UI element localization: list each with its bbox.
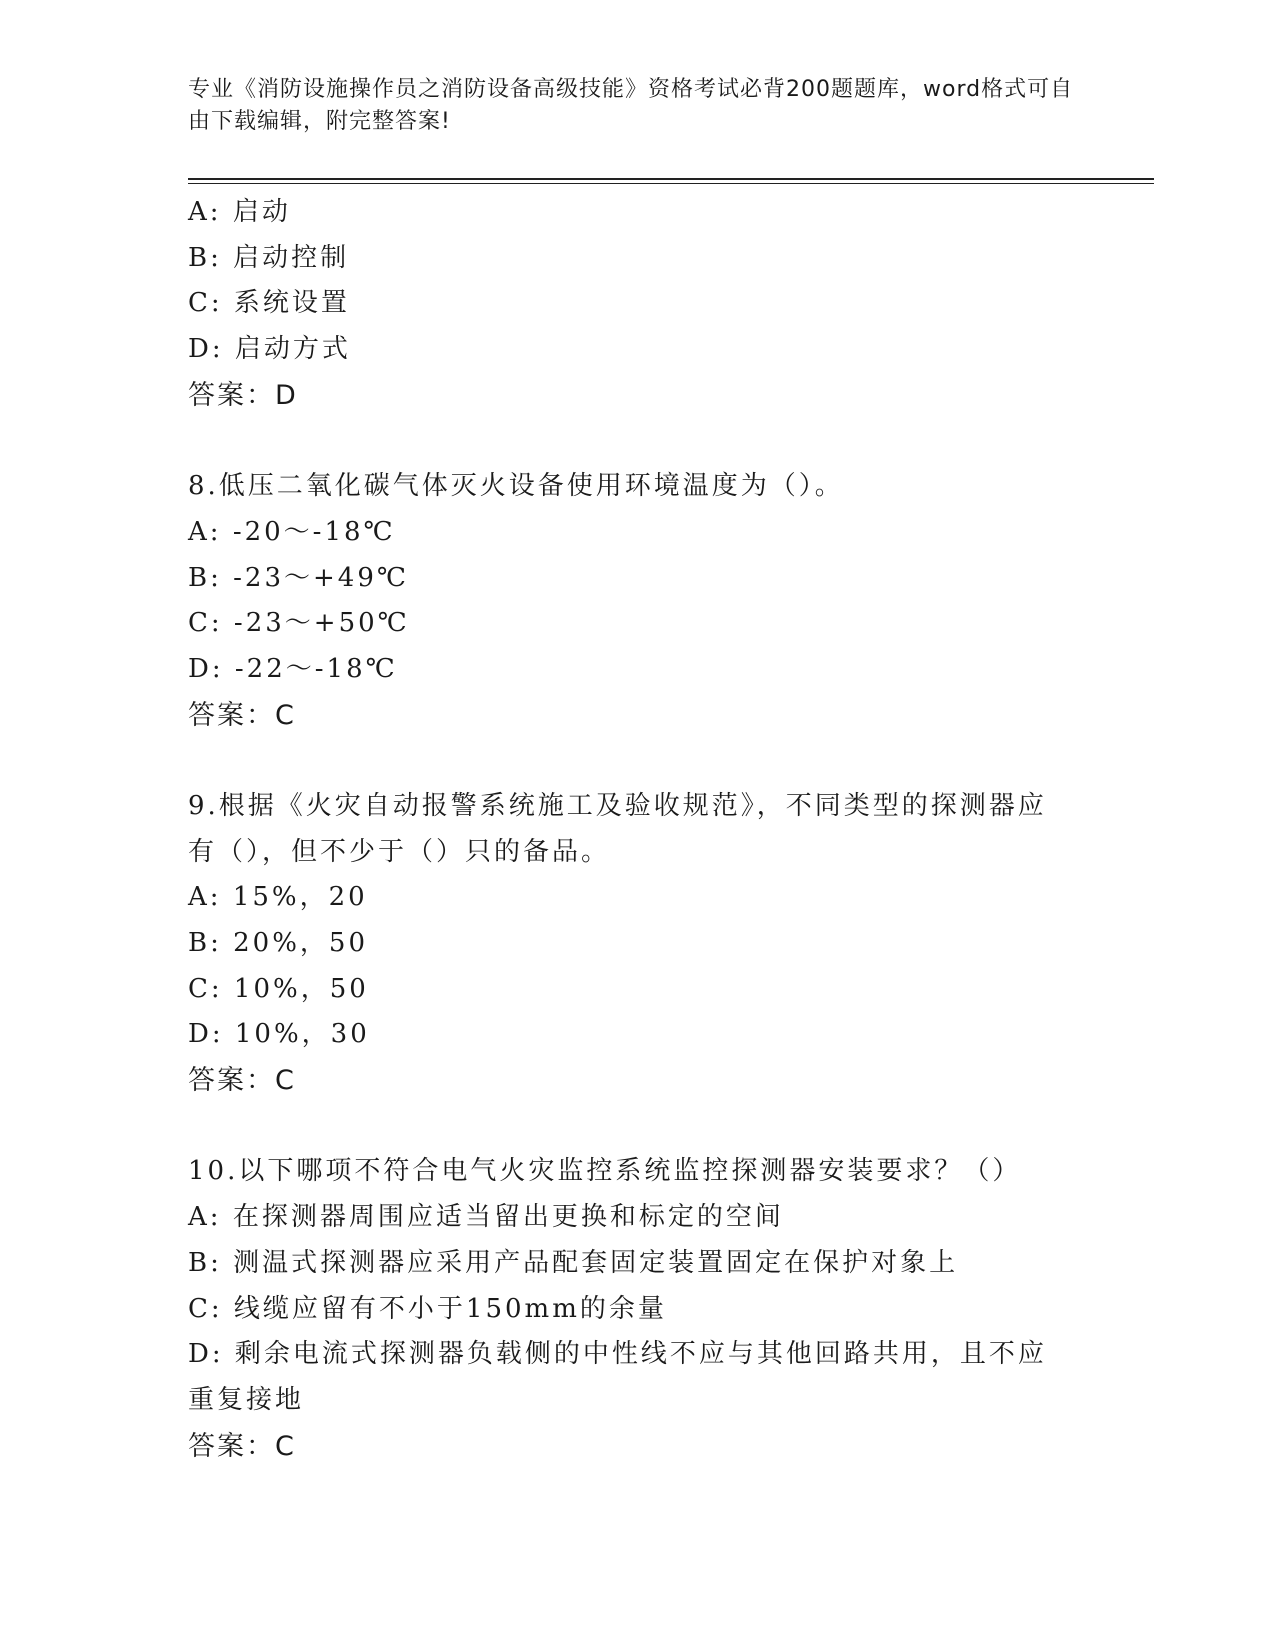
option-b: B: 测温式探测器应采用产品配套固定装置固定在保护对象上 — [188, 1247, 959, 1278]
option-a: A: -20～-18℃ — [188, 516, 396, 547]
question-stem: 9.根据《火灾自动报警系统施工及验收规范》，不同类型的探测器应有（），但不少于（）只的备品。 — [188, 790, 1047, 867]
option-d: D: 剩余电流式探测器负载侧的中性线不应与其他回路共用，且不应重复接地 — [188, 1339, 1047, 1415]
answer-line: 答案：D — [188, 379, 298, 411]
spacer — [188, 418, 1088, 464]
option-b: B: 20%，50 — [188, 928, 369, 959]
spacer — [188, 1104, 1088, 1150]
header-divider — [188, 178, 1154, 184]
option-c: C: 系统设置 — [188, 288, 350, 319]
answer-line: 答案：C — [188, 699, 296, 731]
answer-line: 答案：C — [188, 1065, 296, 1097]
document-header-intro: 专业《消防设施操作员之消防设备高级技能》资格考试必背200题题库，word格式可自由下载编辑，附完整答案! — [188, 77, 1074, 134]
option-d: D: 启动方式 — [188, 334, 351, 365]
answer-line: 答案：C — [188, 1430, 296, 1462]
question-stem: 8.低压二氧化碳气体灭火设备使用环境温度为（）。 — [188, 471, 844, 502]
question-8 — [188, 464, 1088, 738]
option-a: A: 在探测器周围应适当留出更换和标定的空间 — [188, 1202, 784, 1233]
option-d: D: 10%，30 — [188, 1019, 370, 1050]
option-c: C: -23～+50℃ — [188, 608, 410, 639]
question-list — [188, 190, 1088, 1469]
option-b: B: 启动控制 — [188, 242, 350, 273]
option-a: A: 启动 — [188, 197, 291, 227]
option-d: D: -22～-18℃ — [188, 653, 398, 684]
option-c: C: 线缆应留有不小于150mm的余量 — [188, 1293, 667, 1324]
option-c: C: 10%，50 — [188, 973, 369, 1004]
question-stem: 10.以下哪项不符合电气火灾监控系统监控探测器安装要求？（） — [188, 1156, 1022, 1187]
question-7-continued — [188, 190, 1088, 418]
question-9 — [188, 784, 1088, 1104]
question-10 — [188, 1149, 1088, 1469]
spacer — [188, 738, 1088, 784]
option-b: B: -23～+49℃ — [188, 562, 409, 593]
option-a: A: 15%，20 — [188, 882, 368, 913]
